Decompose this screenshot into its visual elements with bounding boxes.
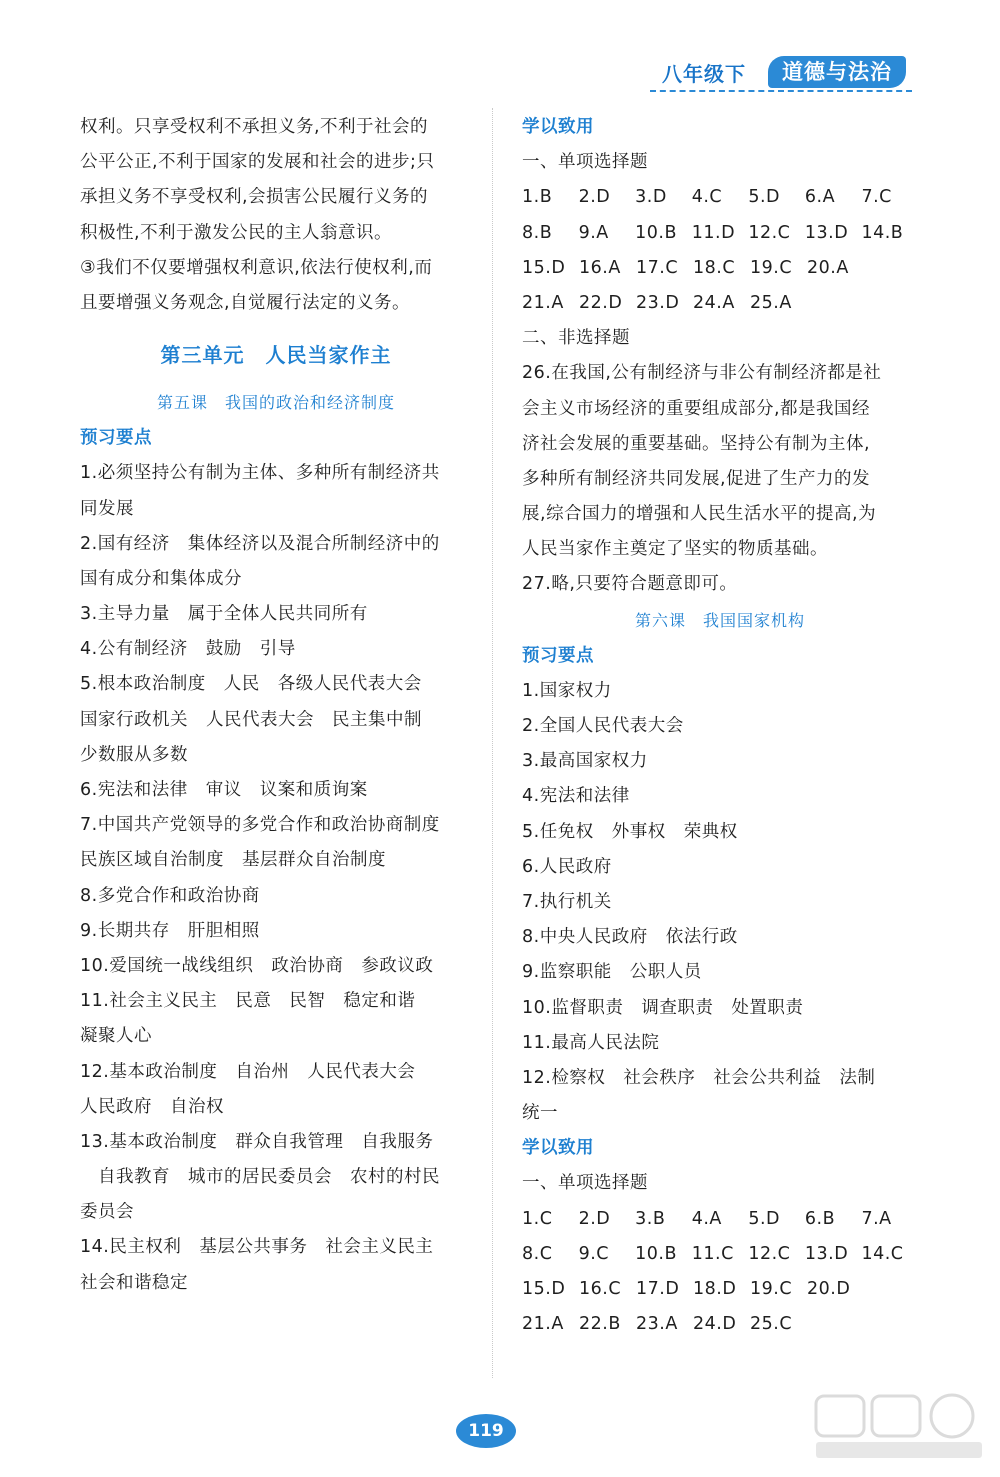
mcq-answer: 15.D bbox=[522, 1279, 566, 1300]
list-item: 2.全国人民代表大会 bbox=[522, 716, 684, 737]
intro-paragraph bbox=[80, 110, 472, 321]
list-item: 7.中国共产党领导的多党合作和政治协商制度 bbox=[80, 815, 440, 836]
page-header bbox=[650, 56, 912, 92]
mcq-answer: 13.D bbox=[804, 222, 849, 243]
text-line: 承担义务不享受权利,会损害公民履行义务的 bbox=[80, 187, 429, 208]
mcq-answer: 21.A bbox=[522, 1314, 564, 1335]
mcq-row bbox=[522, 1202, 918, 1237]
list-item: 凝聚人心 bbox=[80, 1026, 152, 1047]
mcq-answer: 4.A bbox=[691, 1208, 722, 1229]
mcq-row bbox=[522, 1272, 918, 1307]
list-item: 12.基本政治制度 自治州 人民代表大会 bbox=[80, 1061, 416, 1082]
list-item: 9.长期共存 肝胆相照 bbox=[80, 920, 260, 941]
mcq-answer: 22.B bbox=[579, 1314, 621, 1335]
mcq-answer: 6.B bbox=[804, 1208, 836, 1229]
mcq-row bbox=[522, 180, 918, 215]
page-number: 119 bbox=[456, 1414, 516, 1448]
list-item: 11.社会主义民主 民意 民智 稳定和谐 bbox=[80, 991, 416, 1012]
list-item: 国家行政机关 人民代表大会 民主集中制 bbox=[80, 709, 422, 730]
list-item: 8.中央人民政府 依法行政 bbox=[522, 927, 738, 948]
mcq-answer: 9.A bbox=[578, 222, 609, 243]
nonmcq-heading: 二、非选择题 bbox=[522, 328, 630, 349]
mcq-answer: 3.D bbox=[635, 187, 667, 208]
mcq-answer: 5.D bbox=[748, 187, 780, 208]
mcq-answer: 2.D bbox=[578, 187, 611, 208]
text-line: 27.略,只要符合题意即可。 bbox=[522, 574, 738, 595]
list-item: 1.必须坚持公有制为主体、多种所有制经济共 bbox=[80, 463, 440, 484]
unit-title: 第三单元 人民当家作主 bbox=[160, 343, 392, 368]
preview-list bbox=[80, 456, 472, 1301]
mcq-answer: 16.C bbox=[579, 1279, 622, 1300]
list-item: 6.宪法和法律 审议 议案和质询案 bbox=[80, 780, 368, 801]
mcq-answer: 12.C bbox=[748, 1243, 791, 1264]
mcq-answer: 11.C bbox=[691, 1243, 734, 1264]
mcq-answer: 9.C bbox=[578, 1243, 609, 1264]
mcq-answer: 3.B bbox=[635, 1208, 666, 1229]
mcq-answer: 8.C bbox=[522, 1243, 553, 1264]
grade-label: 八年级下 bbox=[662, 62, 746, 86]
list-item: 民族区域自治制度 基层群众自治制度 bbox=[80, 850, 386, 871]
list-item: 3.主导力量 属于全体人民共同所有 bbox=[80, 604, 368, 625]
left-column bbox=[80, 110, 472, 1301]
list-item: 人民政府 自治权 bbox=[80, 1096, 224, 1117]
list-item: 5.任免权 外事权 荣典权 bbox=[522, 821, 738, 842]
mcq-answer: 17.D bbox=[636, 1279, 680, 1300]
list-item: 10.监督职责 调查职责 处置职责 bbox=[522, 997, 804, 1018]
mcq-answer: 23.A bbox=[636, 1314, 678, 1335]
mcq-answer: 7.A bbox=[861, 1208, 892, 1229]
mcq-heading: 一、单项选择题 bbox=[522, 1173, 648, 1194]
lesson-title: 第五课 我国的政治和经济制度 bbox=[156, 393, 395, 413]
text-line: 人民当家作主奠定了坚实的物质基础。 bbox=[522, 539, 828, 560]
mcq-answer: 15.D bbox=[522, 257, 566, 278]
list-item: 少数服从多数 bbox=[80, 744, 188, 765]
mcq-answer: 5.D bbox=[748, 1208, 780, 1229]
text-line: 积极性,不利于激发公民的主人翁意识。 bbox=[80, 222, 393, 243]
mcq-answer: 19.C bbox=[750, 257, 793, 278]
list-item: 6.人民政府 bbox=[522, 856, 612, 877]
mcq-answer: 7.C bbox=[861, 187, 892, 208]
mcq-answer: 14.B bbox=[861, 222, 904, 243]
apply-heading: 学以致用 bbox=[522, 1138, 594, 1159]
text-line: 展,综合国力的增强和人民生活水平的提高,为 bbox=[522, 504, 877, 525]
mcq-answer: 24.D bbox=[693, 1314, 737, 1335]
text-line: 权利。只享受权利不承担义务,不利于社会的 bbox=[80, 117, 429, 137]
mcq-answer: 18.D bbox=[693, 1279, 737, 1300]
list-item: 10.爱国统一战线组织 政治协商 参政议政 bbox=[80, 955, 434, 976]
mcq-answer: 1.B bbox=[522, 187, 553, 208]
mcq-answer: 21.A bbox=[522, 292, 564, 313]
mcq-answer: 13.D bbox=[804, 1243, 849, 1264]
mcq-row bbox=[522, 216, 918, 251]
mcq-answer: 6.A bbox=[804, 187, 836, 208]
mcq-answer: 23.D bbox=[636, 292, 680, 313]
list-item: 12.检察权 社会秩序 社会公共利益 法制 bbox=[522, 1067, 876, 1088]
mcq-answer: 18.C bbox=[693, 257, 736, 278]
column-divider bbox=[492, 108, 493, 1378]
list-item: 委员会 bbox=[80, 1202, 134, 1223]
mcq-answer: 19.C bbox=[750, 1279, 793, 1300]
list-item: 9.监察职能 公职人员 bbox=[522, 962, 702, 983]
mcq-answer: 1.C bbox=[522, 1208, 553, 1229]
answer-paragraph bbox=[522, 356, 918, 602]
mcq-answer: 24.A bbox=[693, 292, 735, 313]
list-item: 自我教育 城市的居民委员会 农村的村民 bbox=[80, 1167, 440, 1188]
lesson6-title: 第六课 我国国家机构 bbox=[634, 610, 805, 630]
mcq-answer: 11.D bbox=[691, 222, 736, 243]
subject-badge: 道德与法治 bbox=[768, 56, 906, 88]
text-line: 多种所有制经济共同发展,促进了生产力的发 bbox=[522, 468, 871, 489]
preview-heading: 预习要点 bbox=[522, 645, 594, 666]
mcq-answer: 17.C bbox=[636, 257, 679, 278]
mcq-answer: 8.B bbox=[522, 222, 553, 243]
mcq-answer: 25.C bbox=[750, 1314, 793, 1335]
preview-list bbox=[522, 674, 918, 1131]
mcq-answer: 10.B bbox=[635, 1243, 677, 1264]
text-line: 济社会发展的重要基础。坚持公有制为主体, bbox=[522, 433, 871, 454]
list-item: 2.国有经济 集体经济以及混合所制经济中的 bbox=[80, 533, 440, 554]
mcq-answer: 20.D bbox=[807, 1279, 851, 1300]
list-item: 14.民主权利 基层公共事务 社会主义民主 bbox=[80, 1237, 434, 1258]
list-item: 4.宪法和法律 bbox=[522, 786, 630, 807]
watermark-logo bbox=[814, 1392, 984, 1462]
list-item: 3.最高国家权力 bbox=[522, 751, 648, 772]
mcq-answers-lesson5 bbox=[522, 180, 918, 321]
mcq-answers-lesson6 bbox=[522, 1202, 918, 1343]
text-line: ③我们不仅要增强权利意识,依法行使权利,而 bbox=[80, 257, 433, 278]
mcq-row bbox=[522, 251, 918, 286]
list-item: 7.执行机关 bbox=[522, 891, 612, 912]
list-item: 同发展 bbox=[80, 498, 134, 519]
text-line: 公平公正,不利于国家的发展和社会的进步;只 bbox=[80, 152, 435, 173]
list-item: 1.国家权力 bbox=[522, 680, 612, 701]
mcq-row bbox=[522, 1237, 918, 1272]
list-item: 13.基本政治制度 群众自我管理 自我服务 bbox=[80, 1131, 434, 1152]
mcq-answer: 25.A bbox=[750, 292, 792, 313]
apply-heading: 学以致用 bbox=[522, 117, 594, 137]
text-line: 26.在我国,公有制经济与非公有制经济都是社 bbox=[522, 363, 882, 384]
mcq-answer: 12.C bbox=[748, 222, 791, 243]
mcq-answer: 22.D bbox=[579, 292, 623, 313]
list-item: 国有成分和集体成分 bbox=[80, 568, 242, 589]
mcq-heading: 一、单项选择题 bbox=[522, 152, 648, 173]
mcq-row bbox=[522, 286, 918, 321]
header-rule bbox=[650, 90, 912, 92]
mcq-row bbox=[522, 1307, 918, 1342]
text-line: 且要增强义务观念,自觉履行法定的义务。 bbox=[80, 292, 411, 313]
list-item: 社会和谐稳定 bbox=[80, 1272, 188, 1293]
list-item: 11.最高人民法院 bbox=[522, 1032, 660, 1053]
list-item: 5.根本政治制度 人民 各级人民代表大会 bbox=[80, 674, 422, 695]
list-item: 统一 bbox=[522, 1103, 558, 1124]
mcq-answer: 16.A bbox=[579, 257, 621, 278]
mcq-answer: 4.C bbox=[691, 187, 723, 208]
text-line: 会主义市场经济的重要组成部分,都是我国经 bbox=[522, 398, 871, 419]
mcq-answer: 10.B bbox=[635, 222, 677, 243]
mcq-answer: 14.C bbox=[861, 1243, 904, 1264]
list-item: 4.公有制经济 鼓励 引导 bbox=[80, 639, 296, 660]
list-item: 8.多党合作和政治协商 bbox=[80, 885, 260, 906]
preview-heading: 预习要点 bbox=[80, 428, 152, 449]
mcq-answer: 2.D bbox=[578, 1208, 611, 1229]
mcq-answer: 20.A bbox=[807, 257, 849, 278]
right-column bbox=[522, 110, 918, 1342]
